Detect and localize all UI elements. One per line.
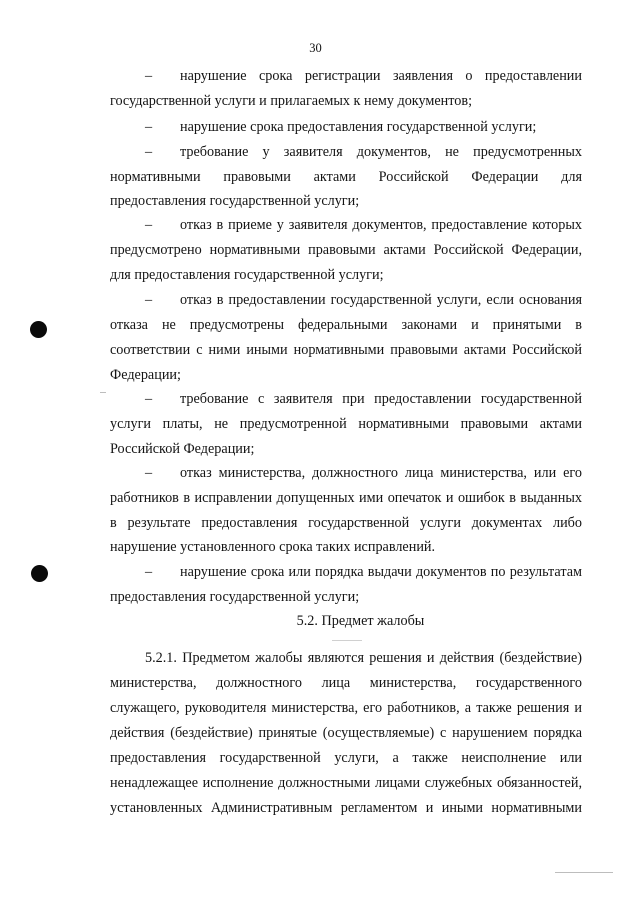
list-item-dash: – xyxy=(145,217,153,233)
list-item-line: государственной услуги и прилагаемых к нему документов; xyxy=(110,93,473,109)
paragraph-line: предоставления государственной услуги, а также неисполнение или xyxy=(110,750,582,766)
list-item-line: услуги платы, не предусмотренной нормативными правовыми актами xyxy=(110,416,582,432)
paragraph-line: 5.2.1. Предметом жалобы являются решения и действия (бездействие) xyxy=(145,650,582,666)
list-item-line: нарушение срока предоставления государственной услуги; xyxy=(180,119,537,135)
list-item-line: предоставления государственной услуги; xyxy=(110,193,360,209)
list-item-line: нормативными правовыми актами Российской Федерации для xyxy=(110,169,582,185)
scan-artifact xyxy=(555,872,613,873)
list-item-line: отказ в предоставлении государственной услуги, если основания xyxy=(180,292,582,308)
list-item-line: нарушение срока или порядка выдачи документов по результатам xyxy=(180,564,582,580)
scan-artifact xyxy=(100,392,106,393)
paragraph-line: установленных Административным регламентом и иными нормативными xyxy=(110,800,582,816)
list-item-line: отказ министерства, должностного лица министерства, или его xyxy=(180,465,582,481)
section-heading: 5.2. Предмет жалобы xyxy=(296,613,425,629)
list-item-dash: – xyxy=(145,564,153,580)
paragraph-line: ненадлежащее исполнение должностными лицами служебных обязанностей, xyxy=(110,775,582,791)
paragraph-line: министерства, должностного лица министерства, государственного xyxy=(110,675,582,691)
list-item-line: Федерации; xyxy=(110,367,181,383)
list-item-line: требование с заявителя при предоставлении государственной xyxy=(180,391,582,407)
list-item-dash: – xyxy=(145,144,153,160)
scan-artifact xyxy=(332,640,362,641)
list-item-dash: – xyxy=(145,68,153,84)
binder-hole-bottom xyxy=(31,565,48,582)
list-item-line: для предоставления государственной услуги; xyxy=(110,267,384,283)
list-item-dash: – xyxy=(145,465,153,481)
paragraph-line: служащего, руководителя министерства, его работников, а также решения и xyxy=(110,700,582,716)
list-item-line: предоставления государственной услуги; xyxy=(110,589,360,605)
list-item-line: отказ в приеме у заявителя документов, предоставление которых xyxy=(180,217,582,233)
list-item-dash: – xyxy=(145,119,153,135)
paragraph-line: действия (бездействие) принятые (осуществляемые) с нарушением порядка xyxy=(110,725,582,741)
page-number: 30 xyxy=(309,41,322,55)
list-item-line: в результате предоставления государственной услуги документах либо xyxy=(110,515,582,531)
list-item-line: нарушение установленного срока таких исправлений. xyxy=(110,539,436,555)
list-item-line: соответствии с ними иными нормативными правовыми актами Российской xyxy=(110,342,582,358)
list-item-line: отказа не предусмотрены федеральными законами и принятыми в xyxy=(110,317,582,333)
list-item-line: требование у заявителя документов, не предусмотренных xyxy=(180,144,582,160)
list-item-line: предусмотрено нормативными правовыми актами Российской Федерации, xyxy=(110,242,582,258)
list-item-dash: – xyxy=(145,391,153,407)
list-item-line: нарушение срока регистрации заявления о предоставлении xyxy=(180,68,582,84)
list-item-dash: – xyxy=(145,292,153,308)
list-item-line: работников в исправлении допущенных ими опечаток и ошибок в выданных xyxy=(110,490,582,506)
binder-hole-top xyxy=(30,321,47,338)
list-item-line: Российской Федерации; xyxy=(110,441,255,457)
